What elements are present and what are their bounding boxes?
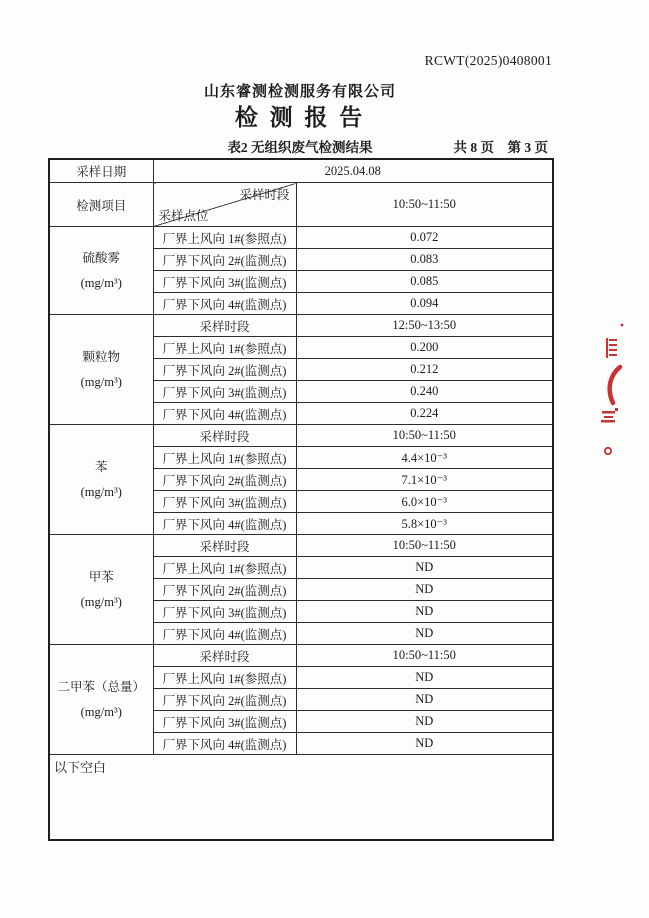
time-row-label: 采样时段	[153, 315, 296, 337]
sampling-point-cell: 厂界上风向 1#(参照点)	[153, 557, 296, 579]
result-value-cell: ND	[296, 557, 553, 579]
sampling-point-cell: 厂界下风向 4#(监测点)	[153, 403, 296, 425]
sampling-point-cell: 厂界下风向 2#(监测点)	[153, 249, 296, 271]
sampling-point-cell: 厂界下风向 3#(监测点)	[153, 711, 296, 733]
result-value-cell: ND	[296, 733, 553, 755]
parameter-cell	[49, 535, 153, 645]
result-value-cell: 7.1×10⁻³	[296, 469, 553, 491]
result-value-cell: ND	[296, 711, 553, 733]
sampling-point-cell: 厂界下风向 3#(监测点)	[153, 271, 296, 293]
time-row	[49, 315, 553, 337]
parameter-name: 甲苯	[88, 569, 114, 584]
result-value-cell: 0.212	[296, 359, 553, 381]
sampling-point-cell: 厂界下风向 3#(监测点)	[153, 601, 296, 623]
result-value-cell: ND	[296, 623, 553, 645]
sampling-point-cell: 厂界下风向 4#(监测点)	[153, 513, 296, 535]
result-value-cell: ND	[296, 667, 553, 689]
parameter-cell	[49, 227, 153, 315]
sampling-point-cell: 厂界下风向 2#(监测点)	[153, 689, 296, 711]
time-row-value: 12:50~13:50	[296, 315, 553, 337]
sampling-date-row	[49, 159, 553, 183]
time-row-label: 采样时段	[153, 425, 296, 447]
time-row-value: 10:50~11:50	[296, 425, 553, 447]
sampling-point-cell: 厂界上风向 1#(参照点)	[153, 337, 296, 359]
diagonal-label-time: 采样时段	[239, 188, 290, 202]
page-indicator: 共 8 页 第 3 页	[453, 140, 548, 155]
result-value-cell: 5.8×10⁻³	[296, 513, 553, 535]
sampling-point-cell: 厂界下风向 2#(监测点)	[153, 579, 296, 601]
sampling-date-value: 2025.04.08	[153, 159, 553, 183]
result-value-cell: 6.0×10⁻³	[296, 491, 553, 513]
parameter-cell	[49, 645, 153, 755]
result-value-cell: 0.224	[296, 403, 553, 425]
table-header-row	[49, 183, 553, 227]
sampling-point-cell: 厂界上风向 1#(参照点)	[153, 447, 296, 469]
company-name: 山东睿测检测服务有限公司	[203, 84, 396, 100]
result-value-cell: 0.072	[296, 227, 553, 249]
caption-row	[48, 136, 552, 154]
sampling-point-cell: 厂界上风向 1#(参照点)	[153, 227, 296, 249]
parameter-name: 苯	[94, 459, 108, 474]
sampling-point-cell: 厂界下风向 4#(监测点)	[153, 623, 296, 645]
results-table	[48, 158, 554, 841]
time-row	[49, 535, 553, 557]
table-caption: 表2 无组织废气检测结果	[227, 140, 373, 155]
result-value-cell: 0.094	[296, 293, 553, 315]
result-value-cell: ND	[296, 601, 553, 623]
sampling-date-label: 采样日期	[49, 159, 153, 183]
item-label-cell: 检测项目	[49, 183, 153, 227]
footer-note: 以下空白	[49, 755, 553, 841]
sampling-point-cell: 厂界下风向 2#(监测点)	[153, 359, 296, 381]
header-time-cell: 10:50~11:50	[296, 183, 553, 227]
report-ref-number: RCWT(2025)0408001	[424, 53, 552, 68]
time-row-label: 采样时段	[153, 645, 296, 667]
result-value-cell: 0.085	[296, 271, 553, 293]
time-row-value: 10:50~11:50	[296, 645, 553, 667]
diagonal-header-cell	[153, 183, 296, 227]
red-seal-fragment-icon	[595, 320, 635, 460]
report-title: 检 测 报 告	[234, 105, 366, 130]
time-row	[49, 645, 553, 667]
result-value-cell: ND	[296, 579, 553, 601]
time-row-label: 采样时段	[153, 535, 296, 557]
sampling-point-cell: 厂界下风向 4#(监测点)	[153, 293, 296, 315]
parameter-name: 颗粒物	[82, 349, 120, 364]
result-value-cell: 0.083	[296, 249, 553, 271]
parameter-unit: (mg/m³)	[80, 704, 122, 719]
parameter-cell	[49, 425, 153, 535]
parameter-name: 二甲苯（总量）	[57, 679, 145, 694]
time-row-value: 10:50~11:50	[296, 535, 553, 557]
result-value-cell: ND	[296, 689, 553, 711]
result-value-cell: 4.4×10⁻³	[296, 447, 553, 469]
diagonal-label-point: 采样点位	[158, 209, 209, 223]
sampling-point-cell: 厂界上风向 1#(参照点)	[153, 667, 296, 689]
sampling-point-cell: 厂界下风向 3#(监测点)	[153, 491, 296, 513]
result-value-cell: 0.240	[296, 381, 553, 403]
table-row	[49, 227, 553, 249]
time-row	[49, 425, 553, 447]
parameter-unit: (mg/m³)	[80, 594, 122, 609]
sampling-point-cell: 厂界下风向 2#(监测点)	[153, 469, 296, 491]
parameter-unit: (mg/m³)	[80, 275, 122, 290]
parameter-unit: (mg/m³)	[80, 484, 122, 499]
parameter-name: 硫酸雾	[82, 250, 120, 265]
sampling-point-cell: 厂界下风向 3#(监测点)	[153, 381, 296, 403]
result-value-cell: 0.200	[296, 337, 553, 359]
parameter-unit: (mg/m³)	[80, 374, 122, 389]
parameter-cell	[49, 315, 153, 425]
footer-row	[49, 755, 553, 841]
sampling-point-cell: 厂界下风向 4#(监测点)	[153, 733, 296, 755]
